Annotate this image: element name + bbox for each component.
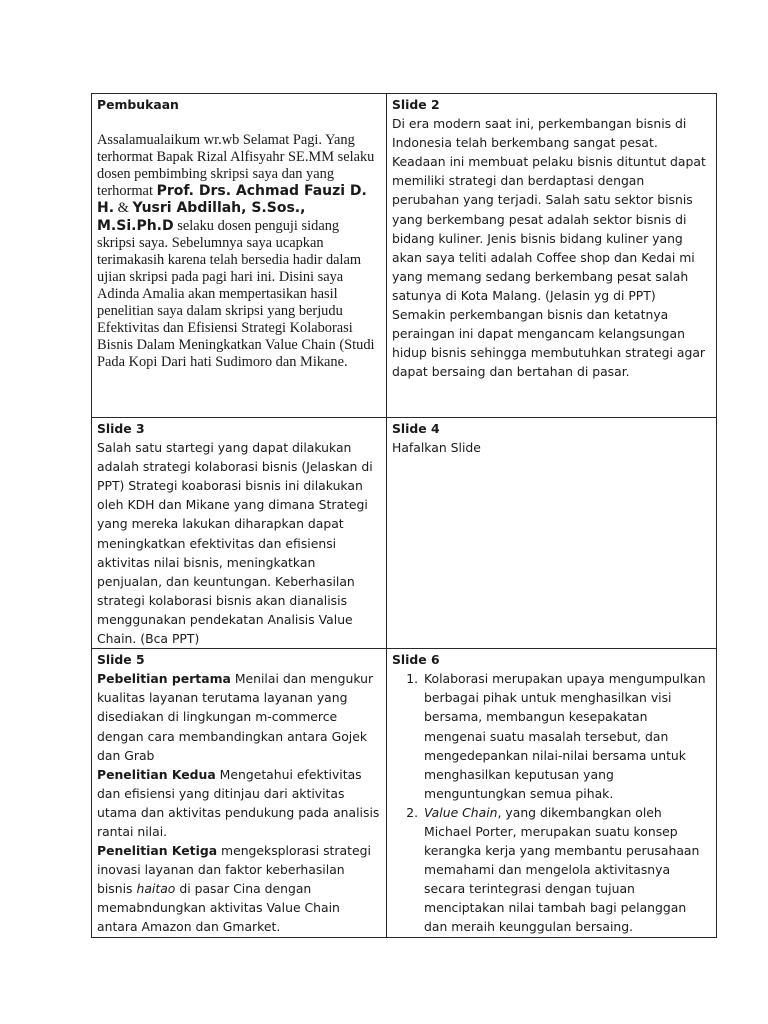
examiner-name-2: Yusri Abdillah, S.Sos., M.Si.Ph.D bbox=[97, 200, 306, 234]
definitions-list bbox=[392, 669, 711, 936]
cell-body: Salah satu startegi yang dapat dilakukan adalah strategi kolaborasi bisnis (Jelaskan di PPT) Strategi koaborasi bisnis ini dilakukan oleh KDH dan Mikane yang dimana Strategi yang mereka lakukan diharapkan dapat meningkatkan efektivitas dan efisiensi aktivitas nilai bisnis, meningkatkan penjualan, dan keuntungan. Keberhasilan strategi kolaborasi bisnis akan dianalisis menggunakan pendekatan Analisis Value Chain. (Bca PPT) bbox=[97, 440, 373, 647]
research-2 bbox=[97, 765, 381, 841]
cell-heading: Slide 5 bbox=[97, 652, 145, 668]
research-3-text-end: di pasar Cina dengan memabndungkan aktivitas Value Chain antara Amazon dan Gmarket. bbox=[97, 881, 340, 935]
cell-slide-6 bbox=[387, 649, 717, 937]
research-3-text-start: mengeksplorasi strategi inovasi layanan dan faktor keberhasilan bisnis bbox=[97, 843, 371, 897]
list-item-text: , yang dikembangkan oleh Michael Porter, merupakan suatu konsep kerangka kerja yang membantu perusahaan memahami dan mengelola aktivitasnya secara terintegrasi dengan tujuan menciptakan nilai tambah bagi pelanggan dan meraih keunggulan bersaing. bbox=[424, 804, 700, 935]
list-item-text: Kolaborasi merupakan upaya mengumpulkan berbagai pihak untuk menghasilkan visi bersama, membangun kesepakatan mengenai suatu masalah tersebut, dan mengedepankan nilai-nilai bersama untuk menghasilkan keputusan yang menguntungkan semua pihak. bbox=[424, 671, 706, 801]
cell-heading: Pembukaan bbox=[97, 97, 179, 112]
cell-slide-5 bbox=[92, 649, 387, 937]
list-item bbox=[422, 669, 711, 803]
research-3-label: Penelitian Ketiga bbox=[97, 843, 218, 859]
cell-body: Di era modern saat ini, perkembangan bisnis di Indonesia telah berkembang sangat pesat. Keadaan ini membuat pelaku bisnis dituntut dapat memiliki strategi dan berdaptasi dengan perubahan yang terjadi. Salah satu sektor bisnis yang berkembang pesat adalah sektor bisnis di bidang kuliner. Jenis bisnis bidang kuliner yang akan saya teliti adalah Coffee shop dan Kedai mi yang memang sedang berkembang pesat salah satunya di Kota Malang. (Jelasin yg di PPT) Semakin perkembangan bisnis dan ketatnya peraingan ini dapat mengancam kelangsungan hidup bisnis sehingga membutuhkan strategi agar dapat bersaing dan bertahan di pasar. bbox=[392, 116, 706, 380]
cell-heading: Slide 3 bbox=[97, 421, 145, 436]
list-item-term: Value Chain bbox=[424, 804, 498, 820]
cell-slide-4 bbox=[387, 418, 717, 649]
research-2-label: Penelitian Kedua bbox=[97, 766, 216, 782]
cell-slide-2 bbox=[387, 94, 717, 418]
opening-text-start: Assalamualaikum wr.wb Selamat Pagi. Yang terhormat Bapak Rizal Alfisyahr SE.MM selaku dosen pembimbing skripsi saya dan yang terhormat bbox=[97, 132, 375, 200]
list-item bbox=[422, 803, 711, 937]
table-row bbox=[92, 649, 717, 937]
cell-heading: Slide 6 bbox=[392, 652, 440, 668]
cell-heading: Slide 2 bbox=[392, 97, 440, 112]
research-1 bbox=[97, 669, 381, 764]
research-2-text: Mengetahui efektivitas dan efisiensi yang ditinjau dari aktivitas utama dan aktivitas pendukung pada analisis rantai nilai. bbox=[97, 766, 380, 839]
opening-paragraph bbox=[97, 132, 381, 371]
speech-script-table bbox=[91, 93, 717, 938]
research-1-label: Pebelitian pertama bbox=[97, 671, 231, 687]
examiner-name-1: Prof. Drs. Achmad Fauzi D. H. bbox=[97, 183, 367, 217]
table-row bbox=[92, 418, 717, 649]
ampersand: & bbox=[117, 200, 129, 217]
opening-text-end: selaku dosen penguji sidang skripsi saya. Sebelumnya saya ucapkan terimakasih karena telah bersedia hadir dalam ujian skripsi pada pagi hari ini. Disini saya Adinda Amalia akan mempertasikan hasil penelitian saya dalam skripsi yang berjudu Efektivitas dan Efisiensi Strategi Kolaborasi Bisnis Dalam Meningkatkan Value Chain (Studi Pada Kopi Dari hati Sudimoro dan Mikane. bbox=[97, 217, 375, 371]
research-3 bbox=[97, 841, 381, 936]
research-1-text: Menilai dan mengukur kualitas layanan terutama layanan yang disediakan di lingkungan m-commerce dengan cara membandingkan antara Gojek dan Grab bbox=[97, 671, 374, 763]
table-row bbox=[92, 94, 717, 418]
cell-body: Hafalkan Slide bbox=[392, 440, 481, 456]
cell-slide-3 bbox=[92, 418, 387, 649]
research-3-italic: haitao bbox=[136, 881, 176, 897]
cell-heading: Slide 4 bbox=[392, 421, 440, 436]
cell-pembukaan bbox=[92, 94, 387, 418]
